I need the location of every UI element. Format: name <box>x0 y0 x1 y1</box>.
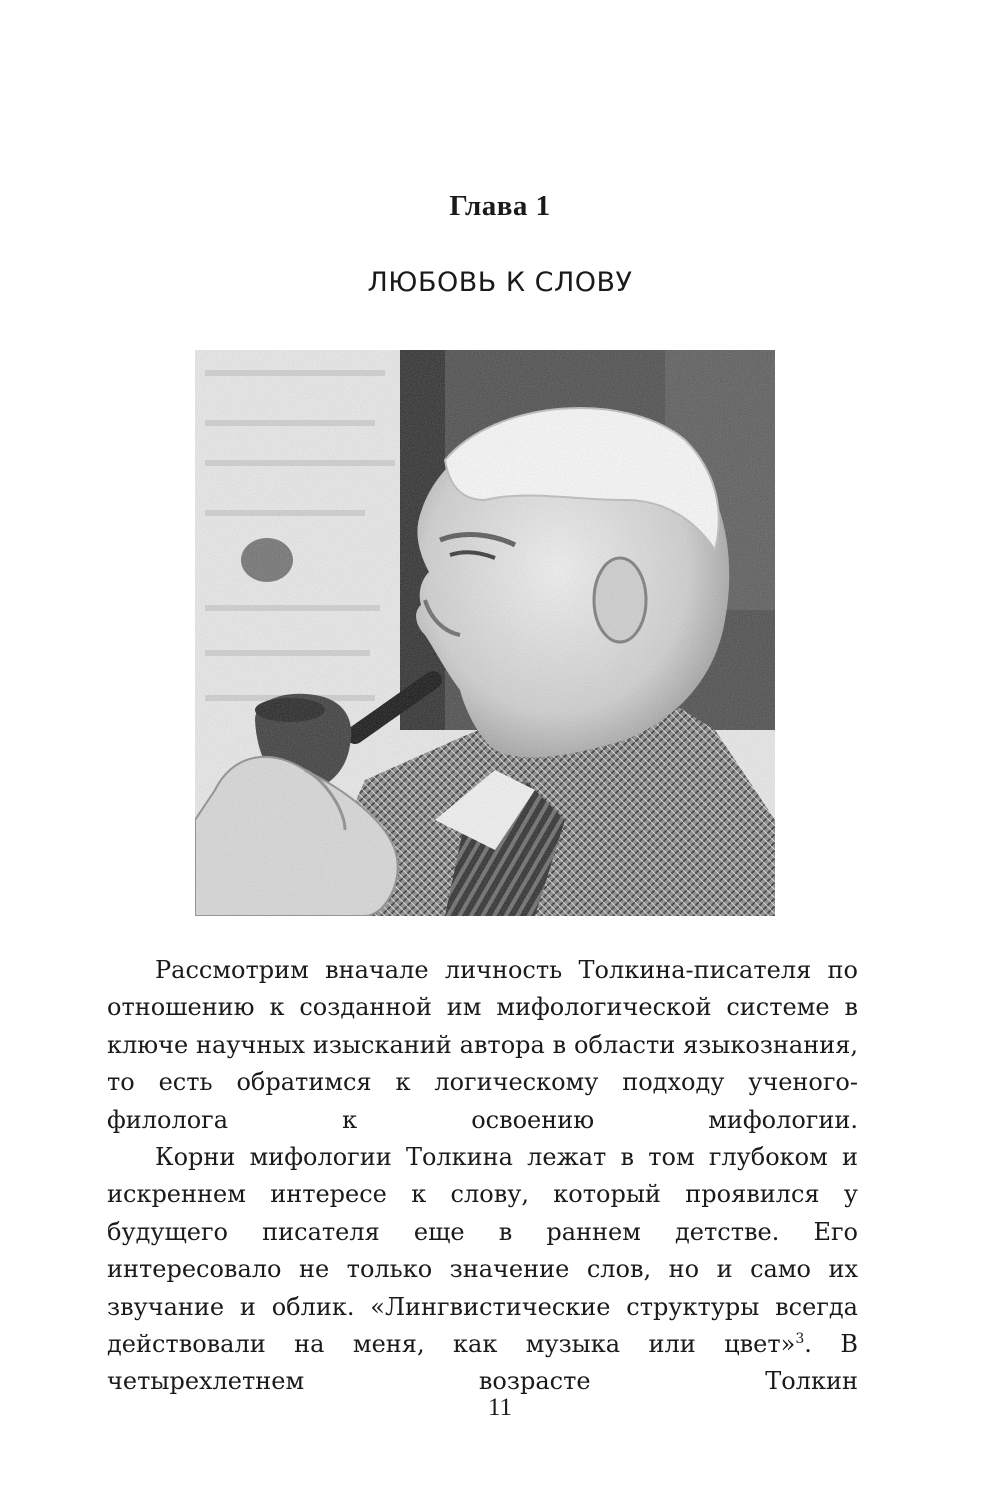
body-text <box>107 952 858 1401</box>
paragraph-2-continuation: . В четырехлетнем возрасте Толкин <box>107 1330 858 1396</box>
chapter-label: Глава 1 <box>449 190 551 222</box>
paragraph-2-text: Корни мифологии Толкина лежат в том глубоком и искреннем интересе к слову, который проявился у будущего писателя еще в раннем детстве. Его интересовало не только значение слов, но и само их звучание и облик. «Лингвистические структуры всегда действовали на меня, как музыка или цвет» <box>107 1143 858 1359</box>
chapter-title: ЛЮБОВЬ К СЛОВУ <box>367 267 633 298</box>
author-portrait-photo <box>195 350 775 916</box>
page-number: 11 <box>487 1394 513 1421</box>
paragraph-2 <box>107 1139 858 1401</box>
footnote-reference[interactable]: 3 <box>795 1331 805 1348</box>
paragraph-1: Рассмотрим вначале личность Толкина-писателя по отношению к созданной им мифологической системе в ключе научных изысканий автора в области языкознания, то есть обратимся к логическому подходу ученого-филолога к освоению мифологии. <box>107 956 858 1134</box>
